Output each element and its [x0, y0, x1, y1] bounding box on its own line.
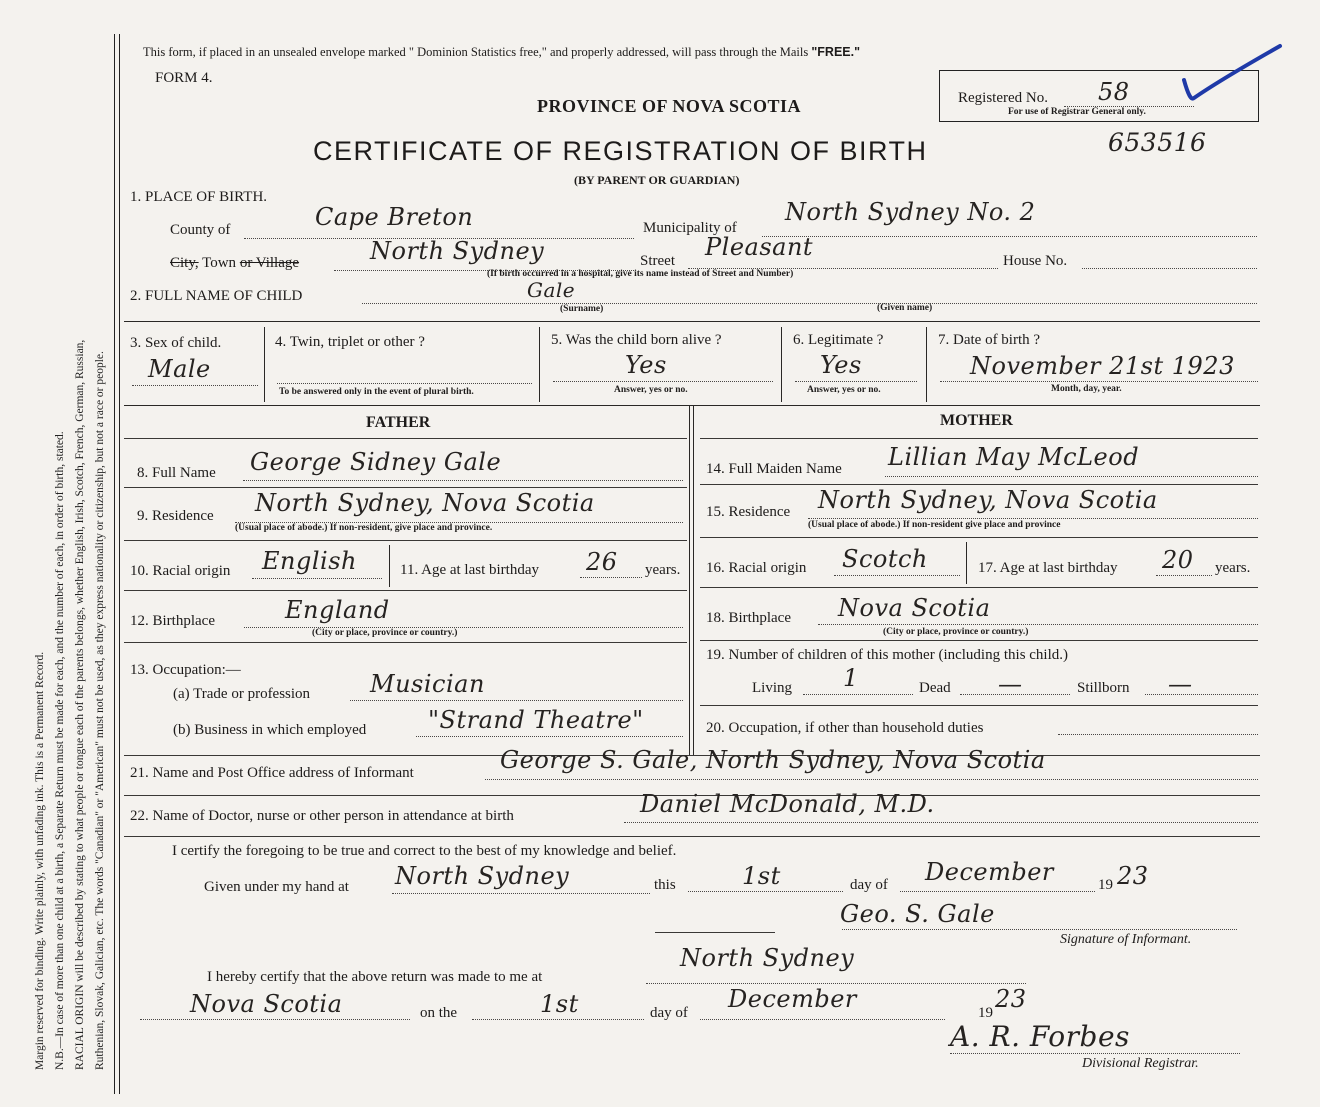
- surname-caption: (Surname): [560, 304, 604, 314]
- informant-value: George S. Gale, North Sydney, Nova Scotia: [500, 746, 1046, 774]
- registrar-signature: A. R. Forbes: [950, 1020, 1130, 1053]
- twin-note: To be answered only in the event of plural birth.: [279, 387, 474, 397]
- certificate-subtitle: (BY PARENT OR GUARDIAN): [574, 173, 740, 187]
- child-name-label: 2. FULL NAME OF CHILD: [130, 288, 303, 304]
- mother-occupation-label: 20. Occupation, if other than household duties: [706, 720, 984, 736]
- business-label: (b) Business in which employed: [173, 722, 367, 738]
- father-residence-label: 9. Residence: [137, 508, 214, 524]
- registered-value: 58: [1098, 78, 1130, 106]
- street-value: Pleasant: [705, 233, 814, 261]
- business-value: "Strand Theatre": [428, 706, 644, 734]
- mother-birthplace-label: 18. Birthplace: [706, 610, 791, 626]
- mother-age-label: 17. Age at last birthday: [978, 560, 1118, 576]
- mother-age: 20: [1162, 546, 1194, 574]
- father-race-label: 10. Racial origin: [130, 563, 231, 579]
- given-year-prefix: 19: [1098, 877, 1113, 893]
- children-count-label: 19. Number of children of this mother (including this child.): [706, 647, 1069, 663]
- mail-note-text: This form, if placed in an unsealed envelope marked " Dominion Statistics free," and properly addressed, will pass through the Mails: [143, 45, 809, 59]
- mother-name-label: 14. Full Maiden Name: [706, 461, 842, 477]
- stamp-number: 653516: [1108, 128, 1207, 157]
- mother-race-label: 16. Racial origin: [706, 560, 807, 576]
- dob-value: November 21st 1923: [970, 352, 1235, 380]
- house-number-label: House No.: [1003, 253, 1068, 269]
- certify-statement: I certify the foregoing to be true and correct to the best of my knowledge and belief.: [172, 843, 677, 859]
- certificate-title: CERTIFICATE OF REGISTRATION OF BIRTH: [313, 136, 928, 166]
- father-residence: North Sydney, Nova Scotia: [255, 489, 595, 517]
- given-name-caption: (Given name): [877, 303, 933, 313]
- mail-free: "FREE.": [811, 45, 861, 59]
- town-value: North Sydney: [370, 237, 545, 265]
- given-under-label: Given under my hand at: [204, 879, 349, 895]
- village-label: or Village: [239, 255, 300, 271]
- legitimate-caption: Answer, yes or no.: [807, 385, 881, 395]
- trade-value: Musician: [370, 670, 485, 698]
- sex-value: Male: [148, 355, 211, 383]
- father-heading: FATHER: [366, 414, 431, 431]
- registrar-place: North Sydney: [680, 944, 855, 972]
- sex-label: 3. Sex of child.: [130, 335, 222, 351]
- given-dayof-label: day of: [850, 877, 888, 893]
- hospital-note: (If birth occurred in a hospital, give its name instead of Street and Number): [487, 269, 794, 279]
- informant-label: 21. Name and Post Office address of Informant: [130, 765, 414, 781]
- father-years: years.: [645, 562, 681, 578]
- doctor-label: 22. Name of Doctor, nurse or other person in attendance at birth: [130, 808, 514, 824]
- father-race: English: [262, 547, 357, 575]
- registrar-on-label: on the: [420, 1005, 458, 1021]
- mother-race: Scotch: [842, 545, 928, 573]
- doctor-value: Daniel McDonald, M.D.: [640, 790, 935, 818]
- trade-label: (a) Trade or profession: [173, 686, 311, 702]
- born-alive-label: 5. Was the child born alive ?: [551, 332, 722, 348]
- side-note-racial: RACIAL ORIGIN will be described by stating to what people or tongue each of the parents belongs, whether English, Irish, Scotch, French, German, Russian,: [74, 339, 86, 1070]
- mail-note: [143, 45, 860, 60]
- mother-residence: North Sydney, Nova Scotia: [818, 486, 1158, 514]
- living-label: Living: [752, 680, 792, 696]
- given-month: December: [925, 858, 1054, 886]
- mother-heading: MOTHER: [940, 412, 1013, 429]
- child-surname: Gale: [527, 278, 576, 302]
- county-label: County of: [170, 222, 231, 238]
- mother-birthplace: Nova Scotia: [838, 594, 991, 622]
- dead-label: Dead: [919, 680, 951, 696]
- stillborn-value: —: [1168, 670, 1193, 698]
- given-place: North Sydney: [395, 862, 570, 890]
- registrar-dayof-label: day of: [650, 1005, 688, 1021]
- given-day: 1st: [742, 862, 781, 890]
- registrar-day: 1st: [540, 990, 579, 1018]
- mother-name: Lillian May McLeod: [888, 443, 1140, 471]
- father-age: 26: [586, 548, 618, 576]
- side-note-nb: N.B.—In case of more than one child at a birth, a Separate Return must be made for each, and the number of each, in order of birth, stated.: [54, 431, 66, 1070]
- divisional-registrar-caption: Divisional Registrar.: [1082, 1056, 1199, 1071]
- province-title: PROVINCE OF NOVA SCOTIA: [537, 96, 802, 116]
- side-note-racial-2: Ruthenian, Slovak, Galician, etc. The words "Canadian" or "American" must not be used, as they express nationality or citizenship, but not a race or people.: [94, 351, 106, 1070]
- dead-value: —: [998, 670, 1023, 698]
- place-of-birth-label: 1. PLACE OF BIRTH.: [130, 189, 268, 205]
- father-birthplace-label: 12. Birthplace: [130, 613, 215, 629]
- street-label: Street: [640, 253, 675, 269]
- mother-residence-label: 15. Residence: [706, 504, 791, 520]
- check-mark-icon: [1180, 40, 1290, 106]
- town-label: Town: [202, 255, 237, 271]
- registrar-statement: I hereby certify that the above return was made to me at: [207, 969, 543, 985]
- born-alive-caption: Answer, yes or no.: [614, 385, 688, 395]
- father-birthplace-caption: (City or place, province or country.): [312, 628, 458, 638]
- informant-signature: Geo. S. Gale: [840, 900, 995, 928]
- municipality-value: North Sydney No. 2: [785, 198, 1036, 226]
- registrar-place-province: Nova Scotia: [190, 990, 343, 1018]
- stillborn-label: Stillborn: [1077, 680, 1130, 696]
- legitimate-value: Yes: [820, 351, 862, 379]
- born-alive-value: Yes: [625, 351, 667, 379]
- mother-years: years.: [1215, 560, 1251, 576]
- municipality-label: Municipality of: [643, 220, 737, 236]
- registrar-year-prefix: 19: [978, 1005, 993, 1021]
- father-name: George Sidney Gale: [250, 448, 502, 476]
- father-birthplace: England: [285, 596, 390, 624]
- dob-label: 7. Date of birth ?: [938, 332, 1041, 348]
- father-name-label: 8. Full Name: [137, 465, 216, 481]
- city-town-label: [170, 255, 299, 272]
- father-residence-caption: (Usual place of abode.) If non-resident, give place and province.: [235, 523, 493, 533]
- legitimate-label: 6. Legitimate ?: [793, 332, 884, 348]
- registrar-year: 23: [995, 985, 1027, 1013]
- signature-caption: Signature of Informant.: [1060, 932, 1192, 947]
- city-label: City,: [170, 255, 199, 271]
- side-note-binding: Margin reserved for binding. Write plainly, with unfading ink. This is a Permanent Record.: [34, 651, 46, 1070]
- given-year: 23: [1117, 862, 1149, 890]
- dob-caption: Month, day, year.: [1051, 384, 1122, 394]
- form-number: FORM 4.: [155, 70, 213, 86]
- registrar-general-note: For use of Registrar General only.: [1008, 107, 1146, 117]
- registered-label: Registered No.: [958, 90, 1048, 106]
- father-occupation-label: 13. Occupation:—: [130, 662, 241, 678]
- father-age-label: 11. Age at last birthday: [400, 562, 539, 578]
- mother-residence-caption: (Usual place of abode.) If non-resident give place and province: [808, 520, 1061, 530]
- binding-margin-rule: [114, 34, 120, 1094]
- given-this-label: this: [654, 877, 676, 893]
- mother-birthplace-caption: (City or place, province or country.): [883, 627, 1029, 637]
- registrar-month: December: [728, 985, 857, 1013]
- county-value: Cape Breton: [315, 203, 474, 231]
- living-value: 1: [843, 664, 859, 692]
- twin-label: 4. Twin, triplet or other ?: [275, 334, 425, 350]
